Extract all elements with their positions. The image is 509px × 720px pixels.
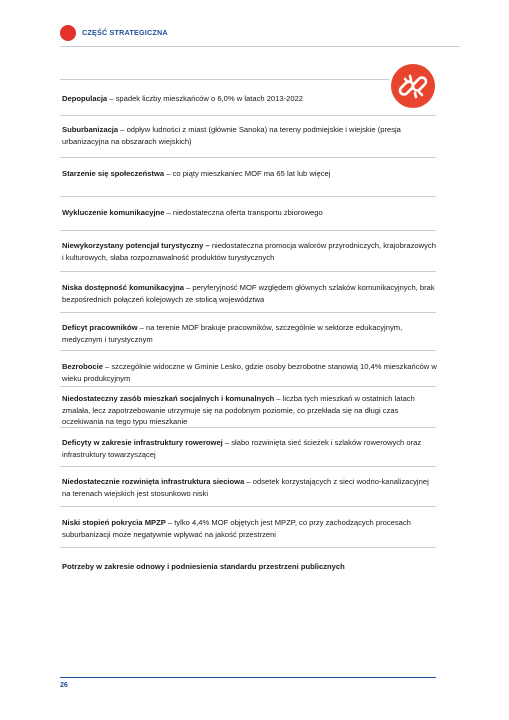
problem-description: – szczególnie widoczne w Gminie Lesko, gdzie osoby bezrobotne stanowią 10,4% mieszkańców w wieku produkcyjnym — [62, 362, 437, 383]
problem-description: – odsetek korzystających z sieci wodno-kanalizacyjnej na terenach wiejskich jest stosunkowo niski — [62, 477, 429, 498]
item-divider — [60, 115, 436, 116]
item-divider — [60, 230, 436, 231]
problem-title: Deficyty w zakresie infrastruktury rowerowej — [62, 438, 223, 447]
problem-title: Suburbanizacja — [62, 125, 119, 134]
item-divider — [60, 386, 436, 387]
problem-item — [62, 476, 438, 499]
problem-title: Wykluczenie komunikacyjne — [62, 208, 165, 217]
problem-item — [62, 93, 438, 105]
problem-description: niedostateczna promocja walorów przyrodniczych, krajobrazowych i kulturowych, słaba rozpoznawalność produktów turystycznych — [62, 241, 436, 262]
item-divider — [60, 506, 436, 507]
item-divider — [60, 271, 436, 272]
problem-title: Niedostateczny zasób mieszkań socjalnych i komunalnych — [62, 394, 275, 403]
list-top-divider — [60, 79, 389, 80]
problem-title: Niski stopień pokrycia MPZP — [62, 518, 166, 527]
item-divider — [60, 312, 436, 313]
problem-item — [62, 393, 438, 428]
problem-description: – odpływ ludności z miast (głównie Sanoka) na tereny podmiejskie i wiejskie (presja urbanizacyjna na obszarach wiejskich) — [62, 125, 401, 146]
problem-title: Starzenie się społeczeństwa — [62, 169, 165, 178]
header-red-dot — [60, 25, 76, 41]
problem-title: Niska dostępność komunikacyjna — [62, 283, 184, 292]
item-divider — [60, 196, 436, 197]
footer-divider — [60, 677, 436, 678]
problem-title: Potrzeby w zakresie odnowy i podniesienia standardu przestrzeni publicznych — [62, 562, 345, 571]
item-divider — [60, 157, 436, 158]
problem-description: – liczba tych mieszkań w ostatnich latach zmalała, lecz zapotrzebowanie utrzymuje się na podobnym poziomie, co przekłada się na długi czas oczekiwania na tego typu mieszkanie — [62, 394, 415, 426]
problem-item — [62, 437, 438, 460]
problem-item — [62, 517, 438, 540]
page-header — [60, 22, 460, 48]
item-divider — [60, 427, 436, 428]
problem-description: – tylko 4,4% MOF objętych jest MPZP, co przy zachodzących procesach suburbanizacji może negatywnie wpływać na jakość przestrzeni — [62, 518, 411, 539]
problem-title: Niedostatecznie rozwinięta infrastruktura sieciowa — [62, 477, 245, 486]
item-divider — [60, 350, 436, 351]
problem-item — [62, 282, 438, 305]
problem-item — [62, 561, 438, 573]
problem-item — [62, 168, 438, 180]
problem-title: Deficyt pracowników — [62, 323, 138, 332]
problem-description: – niedostateczna oferta transportu zbiorowego — [164, 208, 323, 217]
section-title: CZĘŚĆ STRATEGICZNA — [82, 28, 168, 37]
problem-description: – na terenie MOF brakuje pracowników, szczególnie w sektorze edukacyjnym, medycznym i turystycznym — [62, 323, 403, 344]
problem-item — [62, 240, 438, 263]
problem-description: – peryferyjność MOF względem głównych szlaków komunikacyjnych, brak bezpośrednich połączeń kolejowych ze stolicą województwa — [62, 283, 435, 304]
problem-title: Depopulacja — [62, 94, 108, 103]
problem-description: – słabo rozwinięta sieć ścieżek i szlaków rowerowych oraz infrastruktury towarzyszącej — [62, 438, 422, 459]
problem-item — [62, 124, 438, 147]
problem-item — [62, 322, 438, 345]
problem-title: Niewykorzystany potencjał turystyczny – — [62, 241, 210, 250]
page-number: 26 — [60, 682, 68, 689]
header-divider — [60, 46, 460, 47]
problem-item — [62, 207, 438, 219]
problem-description: – co piąty mieszkaniec MOF ma 65 lat lub więcej — [164, 169, 331, 178]
item-divider — [60, 547, 436, 548]
problem-item — [62, 361, 438, 384]
problem-description: – spadek liczby mieszkańców o 6,0% w latach 2013-2022 — [107, 94, 304, 103]
item-divider — [60, 466, 436, 467]
problem-title: Bezrobocie — [62, 362, 103, 371]
